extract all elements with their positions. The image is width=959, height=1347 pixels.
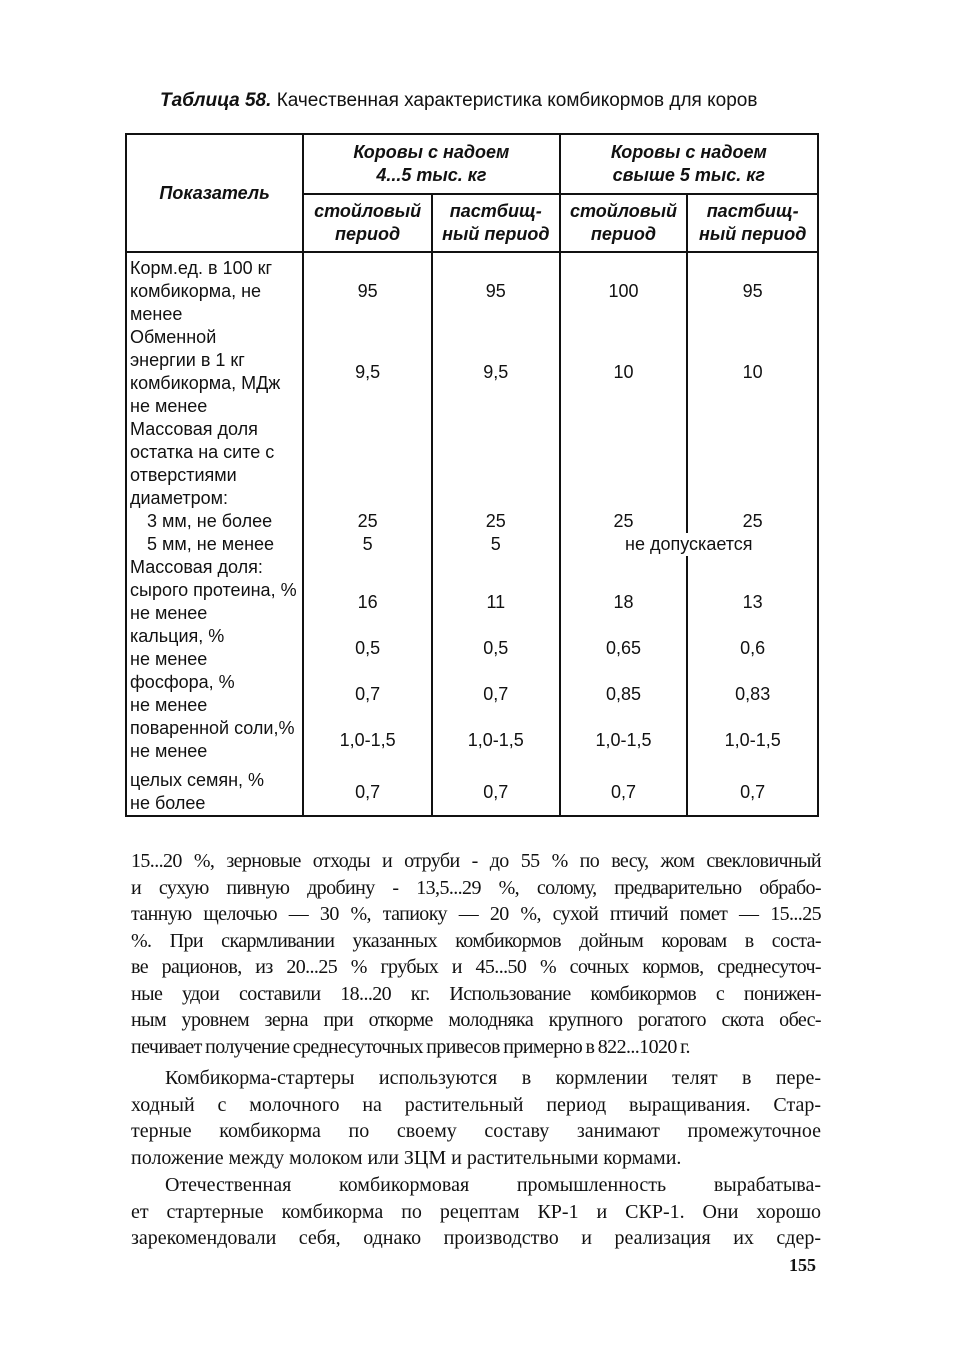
body-paragraph-1 — [131, 848, 821, 1060]
table-caption — [160, 90, 757, 112]
page-number: 155 — [789, 1255, 816, 1275]
table-caption-text: Качественная характеристика комбикормов для коров — [276, 90, 758, 111]
row-label: поваренной соли,% не менее — [126, 717, 303, 763]
text-line: ходный с молочного на растительный период выращивания. Стар- — [131, 1093, 821, 1116]
cell-value: 0,7 — [560, 769, 688, 816]
cell-value — [560, 556, 688, 579]
cell-value — [432, 556, 560, 579]
table-row — [126, 326, 818, 418]
text-line: положение между молоком или ЗЦМ и растительными кормами. — [131, 1146, 682, 1169]
text-line: 15...20 %, зерновые отходы и отруби - до 55 % по весу, жом свекловичный — [131, 850, 821, 872]
cell-value — [560, 418, 688, 510]
text-line: ет стартерные комбикорма по рецептам КР-1 и СКР-1. Они хорошо — [131, 1200, 821, 1223]
text-line: %. При скармливании указанных комбикормов дойным коровам в соста- — [131, 929, 821, 952]
cell-value: 0,5 — [303, 625, 432, 671]
cell-value: 25 — [687, 510, 818, 533]
cell-value — [303, 418, 432, 510]
cell-value: 1,0-1,5 — [560, 717, 688, 763]
text-line: ные удои составили 18...20 кг. Использование комбикормов с понижен- — [131, 982, 821, 1005]
subheader-pasture-1: пастбищ- ный период — [432, 194, 560, 252]
table-row — [126, 556, 818, 579]
table-row — [126, 252, 818, 326]
cell-value: 95 — [432, 252, 560, 326]
header-group-1: Коровы с надоем 4...5 тыс. кг — [303, 134, 559, 194]
body-paragraph-2 — [131, 1065, 821, 1171]
row-label: фосфора, % не менее — [126, 671, 303, 717]
cell-value: 0,5 — [432, 625, 560, 671]
cell-value — [687, 556, 818, 579]
cell-value: 0,7 — [432, 769, 560, 816]
cell-value: 0,65 — [560, 625, 688, 671]
row-label: 3 мм, не более — [126, 510, 303, 533]
row-label: Обменной энергии в 1 кг комбикорма, МДж не менее — [126, 326, 303, 418]
text-line: ве рационов, из 20...25 % грубых и 45...50 % сочных кормов, среднесуточ- — [131, 956, 821, 978]
table-row — [126, 533, 818, 556]
table-row — [126, 717, 818, 763]
cell-value: 25 — [303, 510, 432, 533]
header-group-2: Коровы с надоем свыше 5 тыс. кг — [560, 134, 818, 194]
cell-value: 1,0-1,5 — [687, 717, 818, 763]
cell-value: 1,0-1,5 — [432, 717, 560, 763]
header-indicator: Показатель — [126, 134, 303, 252]
cell-value: 5 — [303, 533, 432, 556]
cell-value: 10 — [560, 326, 688, 418]
subheader-pasture-2: пастбищ- ный период — [687, 194, 818, 252]
subheader-stall-1: стойловый период — [303, 194, 432, 252]
cell-value: 0,7 — [687, 769, 818, 816]
cell-value: 25 — [560, 510, 688, 533]
cell-value: 11 — [432, 579, 560, 625]
cell-value: 16 — [303, 579, 432, 625]
table-row — [126, 769, 818, 816]
text-line: Отечественная комбикормовая промышленность вырабатыва- — [165, 1174, 821, 1196]
cell-value: 10 — [687, 326, 818, 418]
cell-value — [303, 556, 432, 579]
text-line: Комбикорма-стартеры используются в кормлении телят в пере- — [165, 1067, 821, 1089]
cell-value: 0,83 — [687, 671, 818, 717]
cell-merged-value: не допускается — [560, 533, 818, 556]
table-row — [126, 579, 818, 625]
row-label: 5 мм, не менее — [126, 533, 303, 556]
text-line: и сухую пивную дробину - 13,5...29 %, солому, предварительно обрабо- — [131, 876, 821, 899]
cell-value: 95 — [687, 252, 818, 326]
cell-value: 25 — [432, 510, 560, 533]
table-caption-lead: Таблица 58. — [160, 90, 272, 111]
text-line: зарекомендовали себя, однако производство и реализация их сдер- — [131, 1227, 821, 1249]
cell-value: 0,7 — [303, 769, 432, 816]
cell-value: 13 — [687, 579, 818, 625]
table-row — [126, 671, 818, 717]
text-line: терные комбикорма по своему составу занимают промежуточное — [131, 1120, 821, 1142]
row-label: кальция, % не менее — [126, 625, 303, 671]
cell-value: 5 — [432, 533, 560, 556]
row-label: целых семян, % не более — [126, 769, 303, 816]
body-paragraph-3 — [131, 1172, 821, 1252]
cell-value — [432, 418, 560, 510]
table-row — [126, 510, 818, 533]
table-row — [126, 625, 818, 671]
cell-value: 95 — [303, 252, 432, 326]
cell-value: 0,6 — [687, 625, 818, 671]
cell-value — [687, 418, 818, 510]
cell-value: 0,7 — [432, 671, 560, 717]
row-label: Массовая доля остатка на сите с отверстиями диаметром: — [126, 418, 303, 510]
text-line: печивает получение среднесуточных привесов примерно в 822...1020 г. — [131, 1035, 690, 1058]
row-label: Корм.ед. в 100 кг комбикорма, не менее — [126, 252, 303, 326]
cell-value: 9,5 — [303, 326, 432, 418]
row-label: сырого протеина, % не менее — [126, 579, 303, 625]
text-line: танную щелочью — 30 %, тапиоку — 20 %, сухой птичий помет — 15...25 — [131, 903, 821, 925]
quality-table — [125, 133, 819, 817]
cell-value: 1,0-1,5 — [303, 717, 432, 763]
cell-value: 9,5 — [432, 326, 560, 418]
cell-value: 0,85 — [560, 671, 688, 717]
text-line: ным уровнем зерна при откорме молодняка крупного рогатого скота обес- — [131, 1009, 821, 1031]
cell-value: 0,7 — [303, 671, 432, 717]
table-row — [126, 418, 818, 510]
subheader-stall-2: стойловый период — [560, 194, 688, 252]
row-label: Массовая доля: — [126, 556, 303, 579]
cell-value: 18 — [560, 579, 688, 625]
cell-value: 100 — [560, 252, 688, 326]
